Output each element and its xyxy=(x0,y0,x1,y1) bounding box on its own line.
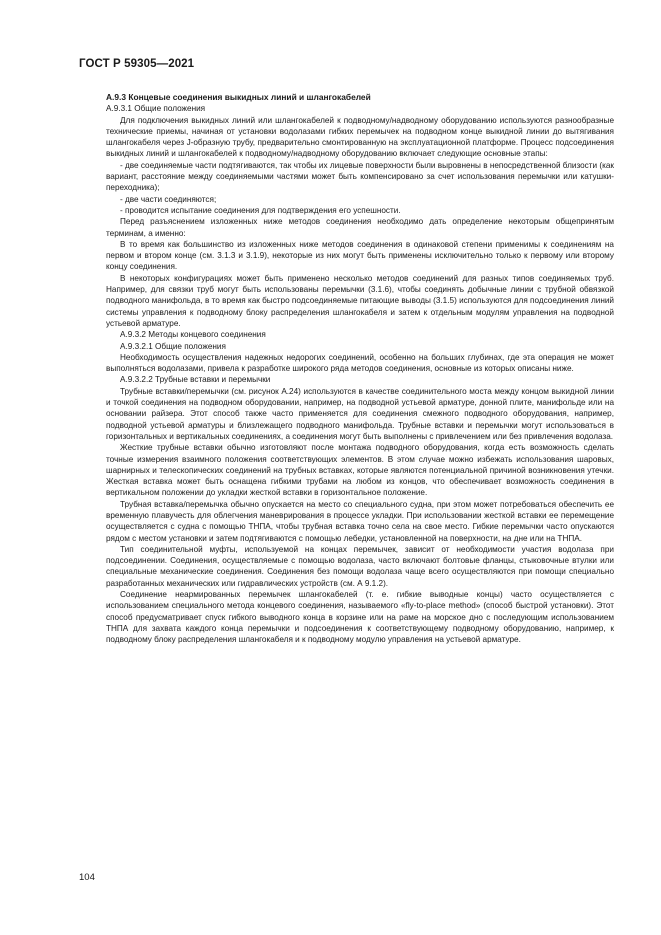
subsection-heading: А.9.3.2.1 Общие положения xyxy=(120,341,226,351)
document-body xyxy=(106,92,614,646)
list-item: - две части соединяются; xyxy=(120,194,217,204)
paragraph: Перед разъяснением изложенных ниже методов соединения необходимо дать определение некоторым общепринятым терминам, а именно: xyxy=(106,217,614,238)
subsection-heading: А.9.3.1 Общие положения xyxy=(106,104,206,114)
paragraph: Необходимость осуществления надежных недорогих соединений, особенно на больших глубинах, где эта операция не может выполняться водолазами, привела к разработке широкого ряда методов соединения, основные из которых описаны ниже. xyxy=(106,352,614,374)
paragraph: Жесткие трубные вставки обычно изготовляют после монтажа подводного оборудования, когда есть возможность сделать точные измерения взаимного положения соответствующих элементов. В этом случае можно избежать использования шаровых, шарнирных и телескопических соединений на трубных вставках, которые являются потенциальной причиной возникновения утечки. Жесткая вставка может быть оснащена гибкими трубами на любом из концов, что обеспечивает возможность соединения в вертикальном положении до укладки жесткой вставки в горизонтальное положение. xyxy=(106,443,614,498)
subsection-heading: А.9.3.2.2 Трубные вставки и перемычки xyxy=(120,375,271,385)
section-title: А.9.3 Концевые соединения выкидных линий и шлангокабелей xyxy=(106,92,371,102)
paragraph: В некоторых конфигурациях может быть применено несколько методов соединений для разных типов соединяемых труб. Например, для связки труб могут быть использованы перемычки (3.1.6), чтобы соединять добычные линии с трубной обвязкой подводного манифольда, в то время как быстро подсоединяемые питающие выводы (3.1.5) используются для подсоединения линий системы управления к подводному блоку распределения шлангокабеля и затем к отдельным модулям управления на подводной устьевой арматуре. xyxy=(106,273,614,328)
list-item: - проводится испытание соединения для подтверждения его успешности. xyxy=(120,205,401,215)
paragraph: Тип соединительной муфты, используемой на концах перемычек, зависит от необходимости участия водолаза при подсоединении. Соединения, осуществляемые с помощью водолаза, часто включают болтовые фланцы, стыковочные втулки или специальные механические соединения. Соединения без помощи водолаза чаще всего осуществляются при помощи специально разработанных механических или гидравлических устройств (см. А 9.1.2). xyxy=(106,544,614,588)
page-number: 104 xyxy=(79,872,95,883)
paragraph: Для подключения выкидных линий или шлангокабелей к подводному/надводному оборудованию используются разнообразные технические приемы, начиная от установки водолазами гибких перемычек на подводном конце выкидной линии до вытягивания шлангокабеля через J-образную трубу, предварительно смонтированную на эксплуатационной платформе. Процесс подсоединения выкидных линий и шлангокабелей к подводному/надводному оборудованию включает следующие основные этапы: xyxy=(106,115,614,159)
subsection-heading: А.9.3.2 Методы концевого соединения xyxy=(120,330,266,340)
paragraph: Соединение неармированных перемычек шлангокабелей (т. е. гибкие выводные концы) часто осуществляется с использованием специального метода концевого соединения, называемого «fly-to-place method» (способ быстрой установки). Этот способ предусматривает спуск гибкого выводного конца в корзине или на раме на морское дно с последующим использованием ТНПА для захвата каждого конца перемычки и подсоединения к соответствующему подводному оборудованию, например, к подводному блоку распределения шлангокабеля и к подводному модулю управления на устьевой арматуре. xyxy=(106,590,614,645)
list-item: - две соединяемые части подтягиваются, так чтобы их лицевые поверхности были выровнены в непосредственной близости (как вариант, расстояние между соединяемыми частями может быть компенсировано за счет использования перемычки или катушки-переходника); xyxy=(106,160,614,193)
standard-header: ГОСТ Р 59305—2021 xyxy=(79,58,195,70)
paragraph: Трубные вставки/перемычки (см. рисунок А.24) используются в качестве соединительного моста между концом выкидной линии и точкой соединения на подводном оборудовании, например, на подводной устьевой арматуре, донной плите, манифольде или на основании райзера. Этот способ также часто применяется для соединения смежного подводного оборудования, например, подводной устьевой арматуры и близлежащего подводного манифольда. Трубные вставки и перемычки могут использоваться в горизонтальных и вертикальных соединениях, а соединения могут быть выполнены с привлечением или без привлечения водолаза. xyxy=(106,386,614,441)
paragraph: Трубная вставка/перемычка обычно опускается на место со специального судна, при этом может потребоваться обеспечить ее временную плавучесть для облегчения маневрирования в процессе укладки. При использовании жесткой вставки ее перемещение осуществляется с судна с помощью ТНПА, чтобы трубная вставка точно села на свое место. Гибкие перемычки часто опускаются рядом с местом установки и затем подтягиваются с помощью лебедки, установленной на поверхности, на дне или на ТНПА. xyxy=(106,499,614,543)
paragraph: В то время как большинство из изложенных ниже методов соединения в одинаковой степени применимы к соединениям на первом и втором конце (см. 3.1.3 и 3.1.9), некоторые из них могут быть применены исключительно только к первому или второму концу соединения. xyxy=(106,239,614,272)
